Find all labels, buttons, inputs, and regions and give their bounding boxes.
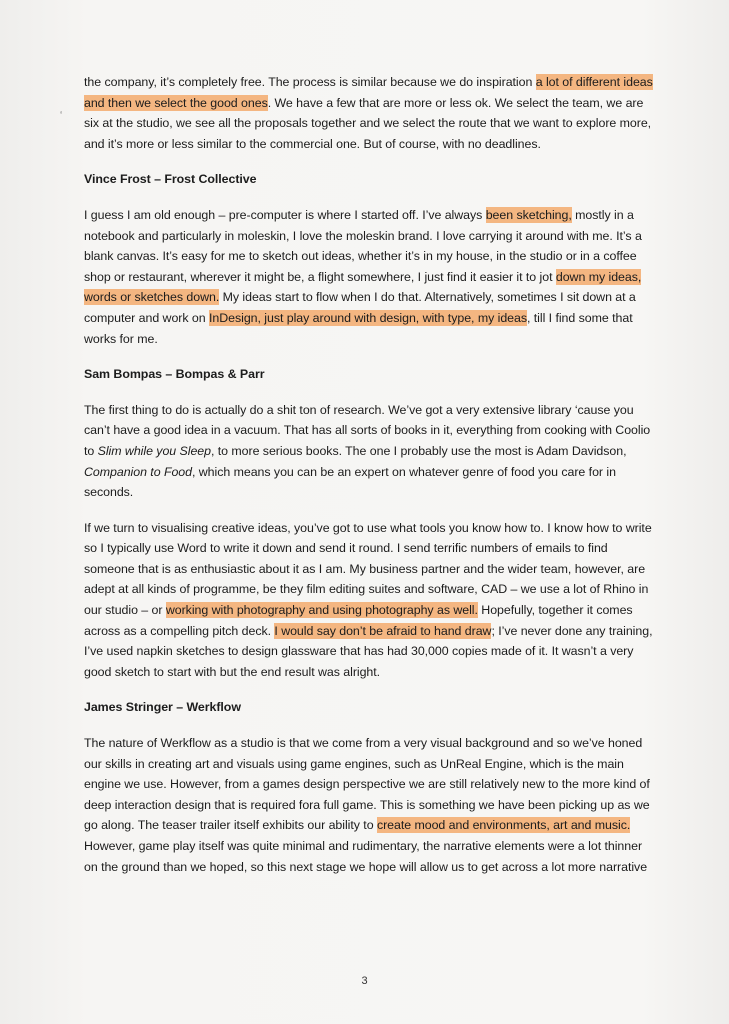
text-run: The nature of Werkflow as a studio is that we come from a very visual background and so we’ve honed our skills in creating art and visuals using game engines, such as UnReal Engine, which is the main engine we use. However, from a games design perspective we are still relatively new to the more kind of deep interaction design that is required fora full game. This is something we have been picking up as we go along. The teaser trailer itself exhibits our ability to bbox=[84, 736, 650, 833]
text-run: ; I’ve never done any training, I’ve used napkin sketches to design glassware that has had 30,000 copies made of it. It wasn’t a very good sketch to start with but the end result was alright. bbox=[84, 623, 653, 679]
interviewee-heading-frost: Vince Frost – Frost Collective bbox=[84, 172, 257, 187]
text-run: I guess I am old enough – pre-computer is where I started off. I’ve always bbox=[84, 207, 486, 222]
highlighted-text: I would say don’t be afraid to hand draw bbox=[274, 623, 492, 638]
highlighted-text: InDesign, just play around with design, with type, my ideas bbox=[209, 310, 527, 325]
paragraph-continuation bbox=[84, 72, 656, 154]
paragraph-bompas-visualising bbox=[84, 518, 656, 683]
text-run: . We have a few that are more or less ok. We select the team, we are six at the studio, we see all the proposals together and we select the route that we want to explore more, and it’s more or less similar to the commercial one. But of course, with no deadlines. bbox=[84, 95, 652, 151]
text-run: The first thing to do is actually do a shit ton of research. We’ve got a very extensive library ‘cause you can’t have a good idea in a vacuum. That has all sorts of books in it, everything from cooking with Coolio to bbox=[84, 402, 651, 458]
interviewee-heading-stringer: James Stringer – Werkflow bbox=[84, 700, 241, 715]
highlighted-text: create mood and environments, art and music. bbox=[376, 818, 631, 833]
text-run: If we turn to visualising creative ideas, you’ve got to use what tools you know how to. I know how to write so I typically use Word to write it down and send it round. I send terrific numbers of emails to find someone that is as enthusiastic about it as I am. My business partner and the wider team, however, are adept at all kinds of programme, be they film editing suites and software, CAD – we use a lot of Rhino in our studio – or bbox=[84, 520, 652, 618]
text-run: However, game play itself was quite minimal and rudimentary, the narrative elements were a lot thinner on the ground than we hoped, so this next stage we hope will allow us to get across a lot more narrative bbox=[84, 839, 648, 874]
text-run: , which means you can be an expert on whatever genre of food you care for in seconds. bbox=[84, 464, 616, 500]
book-title: Companion to Food bbox=[84, 464, 192, 479]
paragraph-frost bbox=[84, 205, 656, 349]
text-run: Hopefully, together it comes across as a compelling pitch deck. bbox=[84, 603, 633, 638]
book-title: Slim while you Sleep bbox=[97, 443, 211, 458]
highlighted-text: down my ideas, words or sketches down. bbox=[84, 269, 642, 305]
page-number: 3 bbox=[361, 975, 368, 987]
text-run: the company, it’s completely free. The process is similar because we do inspiration bbox=[84, 75, 536, 89]
paragraph-stringer bbox=[84, 733, 656, 877]
margin-show-through-handwriting bbox=[661, 260, 721, 274]
text-run: mostly in a notebook and particularly in moleskin, I love the moleskin brand. I love carrying it around with me. It’s a blank canvas. It’s easy for me to sketch out ideas, whether it’s in my house, in the studio or in a coffee shop or restaurant, wherever it might be, a flight somewhere, I just find it easier it to jot bbox=[84, 207, 642, 284]
margin-tick-mark: ‘ bbox=[60, 110, 63, 121]
highlighted-text: working with photography and using photography as well. bbox=[165, 603, 478, 618]
paragraph-bompas-research bbox=[84, 400, 656, 503]
interviewee-heading-bompas: Sam Bompas – Bompas & Parr bbox=[84, 367, 265, 382]
highlighted-text: a lot of different ideas and then we select the good ones bbox=[84, 75, 653, 110]
highlighted-text: been sketching, bbox=[485, 207, 572, 222]
page-body bbox=[84, 72, 656, 892]
text-run: , till I find some that works for me. bbox=[84, 310, 633, 346]
text-run: My ideas start to flow when I do that. Alternatively, sometimes I sit down at a computer and work on bbox=[84, 290, 636, 325]
text-run: , to more serious books. The one I probably use the most is Adam Davidson, bbox=[210, 443, 627, 458]
